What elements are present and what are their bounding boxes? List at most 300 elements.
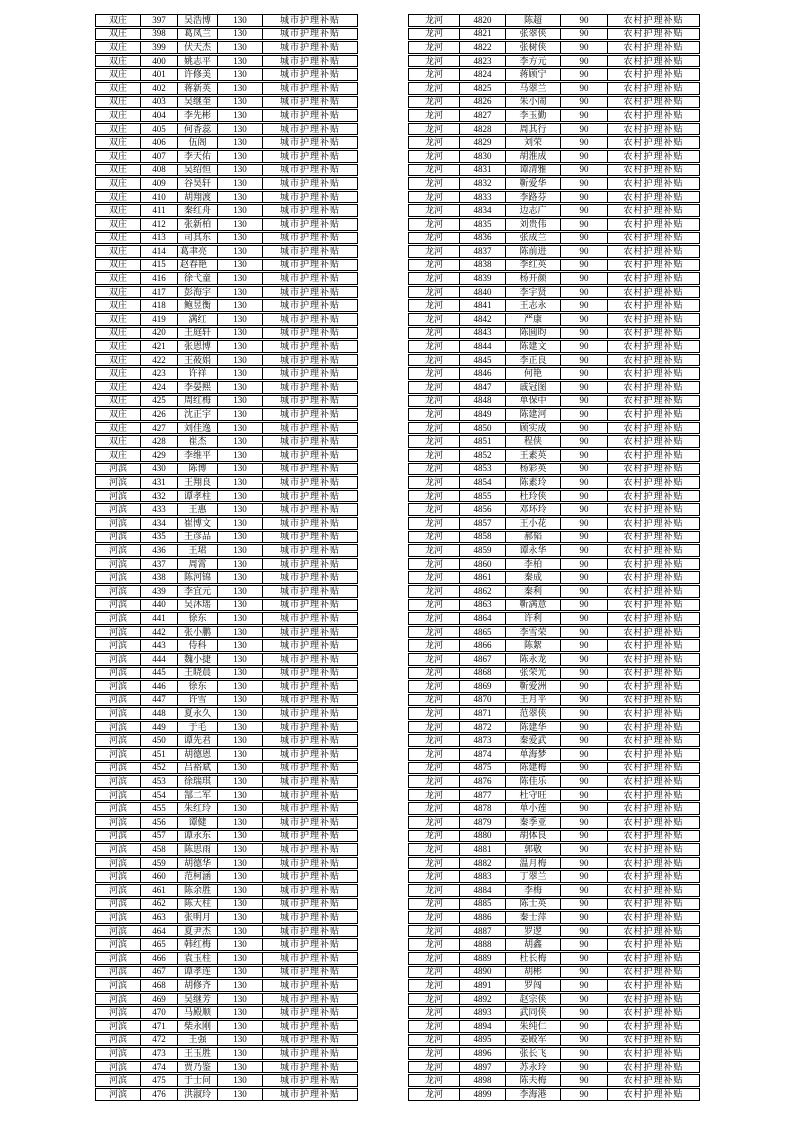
- name-cell: 许雪: [177, 695, 217, 706]
- name-cell: 侍科: [177, 640, 217, 651]
- subsidy-cell: 农村护理补贴: [607, 1089, 699, 1100]
- region-cell: 龙河: [424, 286, 443, 297]
- subsidy-cell: 农村护理补贴: [607, 341, 699, 352]
- subsidy-cell: 农村护理补贴: [607, 912, 699, 923]
- region-cell: 龙河: [424, 422, 443, 433]
- serial-cell: 4822: [459, 42, 505, 53]
- region-cell: 河滨: [108, 966, 127, 977]
- subsidy-cell: 城市护理补贴: [262, 586, 357, 597]
- table-row: [408, 259, 700, 272]
- table-row: [408, 191, 700, 204]
- amount-cell: 130: [217, 219, 262, 230]
- serial-cell: 404: [140, 110, 177, 121]
- subsidy-cell: 农村护理补贴: [607, 654, 699, 665]
- serial-cell: 398: [140, 29, 177, 40]
- subsidy-cell: 城市护理补贴: [262, 29, 357, 40]
- name-cell: 邓环玲: [505, 504, 560, 515]
- name-cell: 杨开颜: [505, 273, 560, 284]
- table-row: [95, 830, 358, 843]
- region-cell: 河滨: [108, 952, 127, 963]
- amount-cell: 90: [560, 926, 607, 937]
- name-cell: 夏永久: [177, 708, 217, 719]
- table-row: [95, 55, 358, 68]
- region-cell: 河滨: [108, 626, 127, 637]
- serial-cell: 449: [140, 722, 177, 733]
- subsidy-cell: 农村护理补贴: [607, 69, 699, 80]
- subsidy-cell: 城市护理补贴: [262, 491, 357, 502]
- region-cell: 双庄: [108, 436, 127, 447]
- amount-cell: 130: [217, 1035, 262, 1046]
- region-cell: 河滨: [108, 789, 127, 800]
- table-row: [408, 1074, 700, 1087]
- amount-cell: 90: [560, 97, 607, 108]
- serial-cell: 4871: [459, 708, 505, 719]
- subsidy-cell: 农村护理补贴: [607, 831, 699, 842]
- amount-cell: 130: [217, 654, 262, 665]
- name-cell: 吴继芳: [177, 994, 217, 1005]
- amount-cell: 90: [560, 722, 607, 733]
- region-cell: 河滨: [108, 980, 127, 990]
- region-cell: 双庄: [108, 341, 127, 352]
- serial-cell: 397: [140, 15, 177, 26]
- region-cell: 双庄: [108, 368, 127, 379]
- serial-cell: 4859: [459, 545, 505, 556]
- table-row: [408, 272, 700, 285]
- subsidy-cell: 城市护理补贴: [262, 654, 357, 665]
- serial-cell: 4824: [459, 69, 505, 80]
- name-cell: 胡德恩: [177, 749, 217, 760]
- subsidy-cell: 城市护理补贴: [262, 273, 357, 284]
- amount-cell: 130: [217, 586, 262, 597]
- name-cell: 张成兰: [505, 233, 560, 244]
- serial-cell: 4827: [459, 110, 505, 121]
- subsidy-cell: 农村护理补贴: [607, 980, 699, 991]
- region-cell: 河滨: [108, 776, 127, 787]
- table-row: [408, 721, 700, 734]
- table-row: [95, 898, 358, 911]
- name-cell: 李宇贤: [505, 287, 560, 298]
- amount-cell: 130: [217, 137, 262, 148]
- subsidy-cell: 农村护理补贴: [607, 83, 699, 94]
- amount-cell: 130: [217, 912, 262, 923]
- name-cell: 杜守旺: [505, 790, 560, 801]
- table-row: [95, 667, 358, 680]
- name-cell: 吕裕斌: [177, 763, 217, 774]
- table-row: [408, 313, 700, 326]
- subsidy-cell: 农村护理补贴: [607, 532, 699, 543]
- table-row: [408, 966, 700, 979]
- name-cell: 胡鑫: [505, 939, 560, 950]
- table-row: [408, 626, 700, 639]
- table-row: [95, 408, 358, 421]
- amount-cell: 130: [217, 627, 262, 638]
- name-cell: 李路芬: [505, 192, 560, 203]
- subsidy-cell: 城市护理补贴: [262, 912, 357, 923]
- region-cell: 龙河: [424, 708, 443, 719]
- amount-cell: 90: [560, 532, 607, 543]
- serial-cell: 4879: [459, 817, 505, 828]
- region-cell: 龙河: [424, 178, 443, 188]
- serial-cell: 439: [140, 586, 177, 597]
- urban-subsidy-table: [95, 14, 358, 1102]
- serial-cell: 4893: [459, 1007, 505, 1018]
- name-cell: 陈圆昀: [505, 328, 560, 339]
- serial-cell: 4844: [459, 341, 505, 352]
- serial-cell: 442: [140, 627, 177, 638]
- serial-cell: 475: [140, 1075, 177, 1086]
- name-cell: 何香蕊: [177, 124, 217, 135]
- serial-cell: 4840: [459, 287, 505, 298]
- table-row: [408, 381, 700, 394]
- serial-cell: 460: [140, 871, 177, 882]
- serial-cell: 402: [140, 83, 177, 94]
- subsidy-cell: 农村护理补贴: [607, 56, 699, 67]
- region-cell: 龙河: [424, 572, 443, 583]
- serial-cell: 4831: [459, 165, 505, 176]
- amount-cell: 90: [560, 613, 607, 624]
- region-cell: 双庄: [108, 422, 127, 433]
- amount-cell: 90: [560, 994, 607, 1005]
- amount-cell: 130: [217, 355, 262, 366]
- amount-cell: 130: [217, 192, 262, 203]
- region-cell: 龙河: [424, 871, 443, 882]
- amount-cell: 90: [560, 654, 607, 665]
- region-cell: 双庄: [108, 300, 127, 311]
- region-cell: 龙河: [424, 640, 443, 651]
- serial-cell: 432: [140, 491, 177, 502]
- table-row: [408, 993, 700, 1006]
- amount-cell: 130: [217, 42, 262, 53]
- region-cell: 双庄: [108, 409, 127, 420]
- name-cell: 靳爱华: [505, 178, 560, 189]
- amount-cell: 90: [560, 1035, 607, 1046]
- amount-cell: 130: [217, 532, 262, 543]
- amount-cell: 130: [217, 83, 262, 94]
- region-cell: 龙河: [424, 545, 443, 555]
- subsidy-cell: 农村护理补贴: [607, 287, 699, 298]
- serial-cell: 4839: [459, 273, 505, 284]
- table-row: [408, 327, 700, 340]
- subsidy-cell: 城市护理补贴: [262, 151, 357, 162]
- serial-cell: 429: [140, 450, 177, 461]
- serial-cell: 465: [140, 939, 177, 950]
- region-cell: 双庄: [108, 42, 127, 52]
- amount-cell: 90: [560, 450, 607, 461]
- name-cell: 李宜元: [177, 586, 217, 597]
- serial-cell: 454: [140, 790, 177, 801]
- name-cell: 单小莲: [505, 803, 560, 814]
- table-row: [408, 367, 700, 380]
- amount-cell: 130: [217, 246, 262, 257]
- region-cell: 龙河: [424, 817, 443, 827]
- amount-cell: 130: [217, 885, 262, 896]
- serial-cell: 430: [140, 464, 177, 475]
- amount-cell: 130: [217, 15, 262, 26]
- amount-cell: 130: [217, 844, 262, 855]
- table-row: [95, 286, 358, 299]
- serial-cell: 4870: [459, 695, 505, 706]
- subsidy-cell: 农村护理补贴: [607, 586, 699, 597]
- serial-cell: 4846: [459, 368, 505, 379]
- name-cell: 陈素玲: [505, 477, 560, 488]
- subsidy-cell: 城市护理补贴: [262, 83, 357, 94]
- serial-cell: 453: [140, 776, 177, 787]
- name-cell: 单海梦: [505, 749, 560, 760]
- table-row: [408, 82, 700, 95]
- region-cell: 河滨: [108, 1048, 127, 1058]
- name-cell: 李先彬: [177, 110, 217, 121]
- region-cell: 龙河: [424, 558, 443, 569]
- name-cell: 徐弋童: [177, 273, 217, 284]
- region-cell: 龙河: [424, 681, 443, 691]
- amount-cell: 130: [217, 763, 262, 774]
- name-cell: 谭孝连: [177, 967, 217, 978]
- amount-cell: 90: [560, 518, 607, 529]
- serial-cell: 463: [140, 912, 177, 923]
- region-cell: 龙河: [424, 450, 443, 460]
- serial-cell: 4899: [459, 1089, 505, 1100]
- region-cell: 河滨: [108, 545, 127, 555]
- region-cell: 龙河: [424, 123, 443, 134]
- serial-cell: 4867: [459, 654, 505, 665]
- serial-cell: 4860: [459, 559, 505, 570]
- region-cell: 龙河: [424, 191, 443, 202]
- table-row: [95, 1061, 358, 1074]
- amount-cell: 90: [560, 137, 607, 148]
- subsidy-cell: 城市护理补贴: [262, 328, 357, 339]
- amount-cell: 130: [217, 817, 262, 828]
- name-cell: 许修美: [177, 69, 217, 80]
- region-cell: 龙河: [424, 667, 443, 678]
- amount-cell: 90: [560, 300, 607, 311]
- amount-cell: 90: [560, 205, 607, 216]
- amount-cell: 130: [217, 178, 262, 189]
- name-cell: 胡德华: [177, 858, 217, 869]
- serial-cell: 435: [140, 532, 177, 543]
- amount-cell: 90: [560, 260, 607, 271]
- table-row: [408, 680, 700, 693]
- name-cell: 王惠: [177, 504, 217, 515]
- amount-cell: 130: [217, 967, 262, 978]
- table-row: [408, 870, 700, 883]
- table-row: [408, 28, 700, 41]
- table-row: [408, 449, 700, 462]
- region-cell: 双庄: [108, 314, 127, 324]
- serial-cell: 427: [140, 423, 177, 434]
- region-cell: 龙河: [424, 844, 443, 855]
- region-cell: 河滨: [108, 871, 127, 882]
- name-cell: 李雪荣: [505, 627, 560, 638]
- amount-cell: 90: [560, 314, 607, 325]
- serial-cell: 4866: [459, 640, 505, 651]
- serial-cell: 4853: [459, 464, 505, 475]
- subsidy-cell: 农村护理补贴: [607, 409, 699, 420]
- table-row: [95, 164, 358, 177]
- region-cell: 龙河: [424, 735, 443, 746]
- name-cell: 张恩博: [177, 341, 217, 352]
- subsidy-cell: 农村护理补贴: [607, 1007, 699, 1018]
- table-row: [95, 571, 358, 584]
- serial-cell: 409: [140, 178, 177, 189]
- name-cell: 贾乃鉴: [177, 1062, 217, 1073]
- subsidy-cell: 农村护理补贴: [607, 545, 699, 556]
- table-row: [95, 1006, 358, 1019]
- region-cell: 龙河: [424, 1020, 443, 1031]
- region-cell: 河滨: [108, 585, 127, 596]
- name-cell: 刘贵伟: [505, 219, 560, 230]
- region-cell: 龙河: [424, 150, 443, 161]
- serial-cell: 4874: [459, 749, 505, 760]
- region-cell: 龙河: [424, 232, 443, 243]
- amount-cell: 90: [560, 409, 607, 420]
- name-cell: 胡翔渡: [177, 192, 217, 203]
- subsidy-cell: 城市护理补贴: [262, 124, 357, 135]
- subsidy-cell: 城市护理补贴: [262, 382, 357, 393]
- table-row: [408, 286, 700, 299]
- table-row: [408, 639, 700, 652]
- amount-cell: 130: [217, 572, 262, 583]
- amount-cell: 90: [560, 899, 607, 910]
- serial-cell: 426: [140, 409, 177, 420]
- region-cell: 龙河: [424, 69, 443, 80]
- amount-cell: 130: [217, 423, 262, 434]
- table-row: [95, 979, 358, 992]
- subsidy-cell: 农村护理补贴: [607, 885, 699, 896]
- amount-cell: 130: [217, 994, 262, 1005]
- subsidy-cell: 农村护理补贴: [607, 423, 699, 434]
- table-row: [408, 109, 700, 122]
- serial-cell: 4861: [459, 572, 505, 583]
- region-cell: 龙河: [424, 463, 443, 474]
- amount-cell: 90: [560, 681, 607, 692]
- region-cell: 龙河: [424, 531, 443, 542]
- subsidy-cell: 城市护理补贴: [262, 178, 357, 189]
- table-row: [95, 802, 358, 815]
- serial-cell: 470: [140, 1007, 177, 1018]
- table-row: [95, 694, 358, 707]
- amount-cell: 130: [217, 776, 262, 787]
- table-row: [95, 558, 358, 571]
- name-cell: 陈余胜: [177, 885, 217, 896]
- region-cell: 龙河: [424, 15, 443, 25]
- name-cell: 姚志平: [177, 56, 217, 67]
- serial-cell: 4838: [459, 260, 505, 271]
- amount-cell: 90: [560, 858, 607, 869]
- name-cell: 王庭轩: [177, 328, 217, 339]
- serial-cell: 4856: [459, 504, 505, 515]
- table-row: [408, 435, 700, 448]
- region-cell: 河滨: [108, 1020, 127, 1031]
- serial-cell: 457: [140, 831, 177, 842]
- name-cell: 柴永刚: [177, 1021, 217, 1032]
- rural-subsidy-table: [408, 14, 700, 1102]
- subsidy-cell: 城市护理补贴: [262, 994, 357, 1005]
- name-cell: 周其行: [505, 124, 560, 135]
- serial-cell: 416: [140, 273, 177, 284]
- name-cell: 范柯涵: [177, 871, 217, 882]
- amount-cell: 90: [560, 69, 607, 80]
- serial-cell: 4852: [459, 450, 505, 461]
- region-cell: 双庄: [108, 232, 127, 243]
- table-row: [95, 599, 358, 612]
- table-row: [95, 136, 358, 149]
- amount-cell: 130: [217, 871, 262, 882]
- subsidy-cell: 农村护理补贴: [607, 110, 699, 121]
- subsidy-cell: 城市护理补贴: [262, 980, 357, 991]
- name-cell: 靳爱洲: [505, 681, 560, 692]
- name-cell: 张小鹏: [177, 627, 217, 638]
- serial-cell: 4863: [459, 600, 505, 611]
- table-row: [408, 55, 700, 68]
- region-cell: 双庄: [108, 110, 127, 120]
- serial-cell: 4887: [459, 926, 505, 937]
- name-cell: 张翠侠: [505, 29, 560, 40]
- name-cell: 陈大柱: [177, 899, 217, 910]
- name-cell: 周霄: [177, 559, 217, 570]
- serial-cell: 4884: [459, 885, 505, 896]
- amount-cell: 90: [560, 29, 607, 40]
- region-cell: 双庄: [108, 150, 127, 161]
- name-cell: 谭健: [177, 817, 217, 828]
- table-row: [95, 435, 358, 448]
- amount-cell: 90: [560, 749, 607, 760]
- region-cell: 双庄: [108, 28, 127, 39]
- table-row: [408, 14, 700, 27]
- subsidy-cell: 城市护理补贴: [262, 56, 357, 67]
- subsidy-cell: 农村护理补贴: [607, 858, 699, 869]
- serial-cell: 4855: [459, 491, 505, 502]
- name-cell: 王月平: [505, 695, 560, 706]
- subsidy-cell: 农村护理补贴: [607, 450, 699, 461]
- table-row: [408, 1088, 700, 1101]
- amount-cell: 90: [560, 192, 607, 203]
- subsidy-cell: 城市护理补贴: [262, 776, 357, 787]
- name-cell: 武同侠: [505, 1007, 560, 1018]
- region-cell: 河滨: [108, 477, 127, 487]
- subsidy-cell: 农村护理补贴: [607, 518, 699, 529]
- region-cell: 河滨: [108, 1034, 127, 1045]
- region-cell: 双庄: [108, 259, 127, 270]
- region-cell: 龙河: [424, 653, 443, 664]
- table-row: [408, 802, 700, 815]
- region-cell: 龙河: [424, 925, 443, 936]
- region-cell: 龙河: [424, 137, 443, 148]
- name-cell: 于毛: [177, 722, 217, 733]
- amount-cell: 130: [217, 708, 262, 719]
- table-row: [95, 367, 358, 380]
- table-row: [95, 857, 358, 870]
- table-row: [95, 911, 358, 924]
- name-cell: 司其东: [177, 233, 217, 244]
- amount-cell: 130: [217, 205, 262, 216]
- region-cell: 龙河: [424, 1075, 443, 1086]
- table-row: [408, 395, 700, 408]
- table-row: [95, 680, 358, 693]
- table-row: [95, 544, 358, 557]
- region-cell: 河滨: [108, 572, 127, 583]
- serial-cell: 469: [140, 994, 177, 1005]
- table-row: [408, 96, 700, 109]
- table-row: [95, 150, 358, 163]
- region-cell: 河滨: [108, 817, 127, 827]
- serial-cell: 4882: [459, 858, 505, 869]
- subsidy-cell: 城市护理补贴: [262, 219, 357, 230]
- subsidy-cell: 城市护理补贴: [262, 1089, 357, 1100]
- table-row: [408, 925, 700, 938]
- subsidy-cell: 城市护理补贴: [262, 803, 357, 814]
- table-row: [408, 422, 700, 435]
- serial-cell: 472: [140, 1035, 177, 1046]
